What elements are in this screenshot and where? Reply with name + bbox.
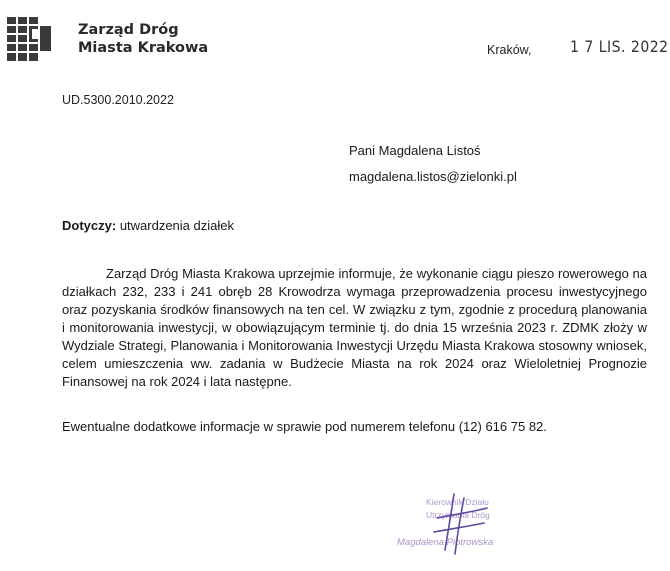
letter-place: Kraków, (487, 43, 532, 57)
org-name-line2: Miasta Krakowa (78, 40, 209, 56)
recipient-block (349, 138, 517, 190)
organization-name (78, 21, 208, 57)
recipient-name: Pani Magdalena Listoś (349, 143, 481, 158)
org-name-line1: Zarząd Dróg (78, 22, 179, 38)
stamp-line1: Kierownik Działu (426, 497, 489, 507)
reference-number: UD.5300.2010.2022 (62, 93, 174, 107)
signature-stamp (392, 488, 542, 558)
subject-label: Dotyczy: (62, 218, 117, 233)
subject-text: utwardzenia działek (119, 218, 234, 233)
subject-line (62, 218, 234, 233)
stamp-line2: Utrzymania Dróg (426, 510, 490, 520)
zdmk-logo (7, 17, 51, 61)
letter-body: Zarząd Dróg Miasta Krakowa uprzejmie informuje, że wykonanie ciągu pieszo rowerowego na działkach 232, 233 i 241 obręb 28 Krowodrza wymaga przeprowadzenia procesu inwestycyjnego oraz pozyskania środków finansowych na ten cel. W związku z tym, zgodnie z procedurą planowania i monitorowania inwestycji, w obowiązującym terminie tj. do dnia 15 września 2023 r. ZDMK złoży w Wydziale Strategi, Planowania i Monitorowania Inwestycji Urzędu Miasta Krakowa stosowny wniosek, celem umieszczenia ww. zadania w Budżecie Miasta na rok 2024 oraz Wieloletniej Prognozie Finansowej na rok 2024 i lata następne. (62, 266, 647, 389)
contact-info: Ewentualne dodatkowe informacje w sprawie pod numerem telefonu (12) 616 75 82. (62, 419, 547, 434)
recipient-email: magdalena.listos@zielonki.pl (349, 169, 517, 184)
stamp-line3: Magdalena Piotrowska (397, 537, 494, 548)
date-stamp: 1 7 LIS. 2022 (570, 38, 669, 57)
